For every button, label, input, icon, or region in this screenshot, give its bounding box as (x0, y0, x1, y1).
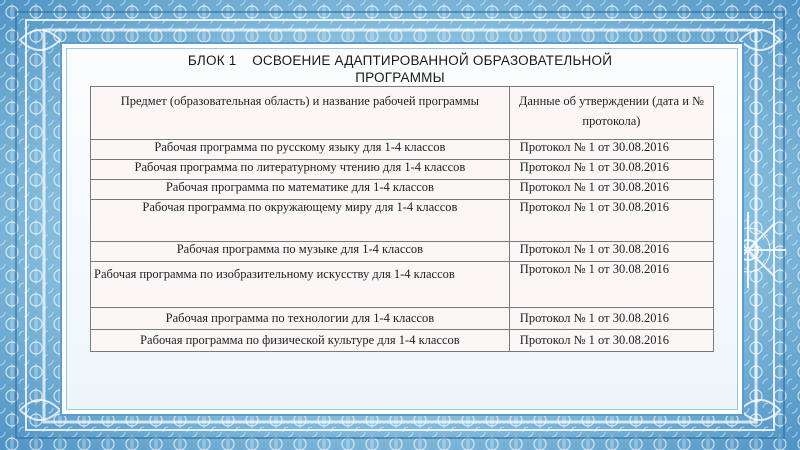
table-row (91, 242, 714, 262)
table-row (91, 262, 714, 308)
table-row (91, 308, 714, 330)
program-name: Рабочая программа по математике для 1-4 классов (91, 180, 510, 200)
table-row (91, 180, 714, 200)
page-title (60, 52, 740, 86)
title-line-1: БЛОК 1 ОСВОЕНИЕ АДАПТИРОВАННОЙ ОБРАЗОВАТЕЛЬНОЙ (187, 53, 613, 68)
table-row (91, 140, 714, 160)
header-subject: Предмет (образовательная область) и название рабочей программы (91, 87, 510, 140)
protocol-info: Протокол № 1 от 30.08.2016 (509, 200, 713, 242)
table-row (91, 200, 714, 242)
table-row (91, 160, 714, 180)
table-row (91, 330, 714, 352)
program-name: Рабочая программа по окружающему миру для 1-4 классов (91, 200, 510, 242)
protocol-info: Протокол № 1 от 30.08.2016 (509, 262, 713, 308)
protocol-info: Протокол № 1 от 30.08.2016 (509, 308, 713, 330)
program-name: Рабочая программа по технологии для 1-4 классов (91, 308, 510, 330)
program-name: Рабочая программа по музыке для 1-4 классов (91, 242, 510, 262)
program-name: Рабочая программа по изобразительному искусству для 1-4 классов (91, 262, 510, 308)
protocol-info: Протокол № 1 от 30.08.2016 (509, 180, 713, 200)
table-header-row (91, 87, 714, 140)
protocol-info: Протокол № 1 от 30.08.2016 (509, 330, 713, 352)
header-approval: Данные об утверждении (дата и № протокола) (509, 87, 713, 140)
protocol-info: Протокол № 1 от 30.08.2016 (509, 140, 713, 160)
program-name: Рабочая программа по физической культуре для 1-4 классов (91, 330, 510, 352)
program-name: Рабочая программа по русскому языку для 1-4 классов (91, 140, 510, 160)
protocol-info: Протокол № 1 от 30.08.2016 (509, 160, 713, 180)
protocol-info: Протокол № 1 от 30.08.2016 (509, 242, 713, 262)
programs-table (90, 86, 714, 352)
title-line-2: ПРОГРАММЫ (355, 70, 445, 85)
program-name: Рабочая программа по литературному чтению для 1-4 классов (91, 160, 510, 180)
